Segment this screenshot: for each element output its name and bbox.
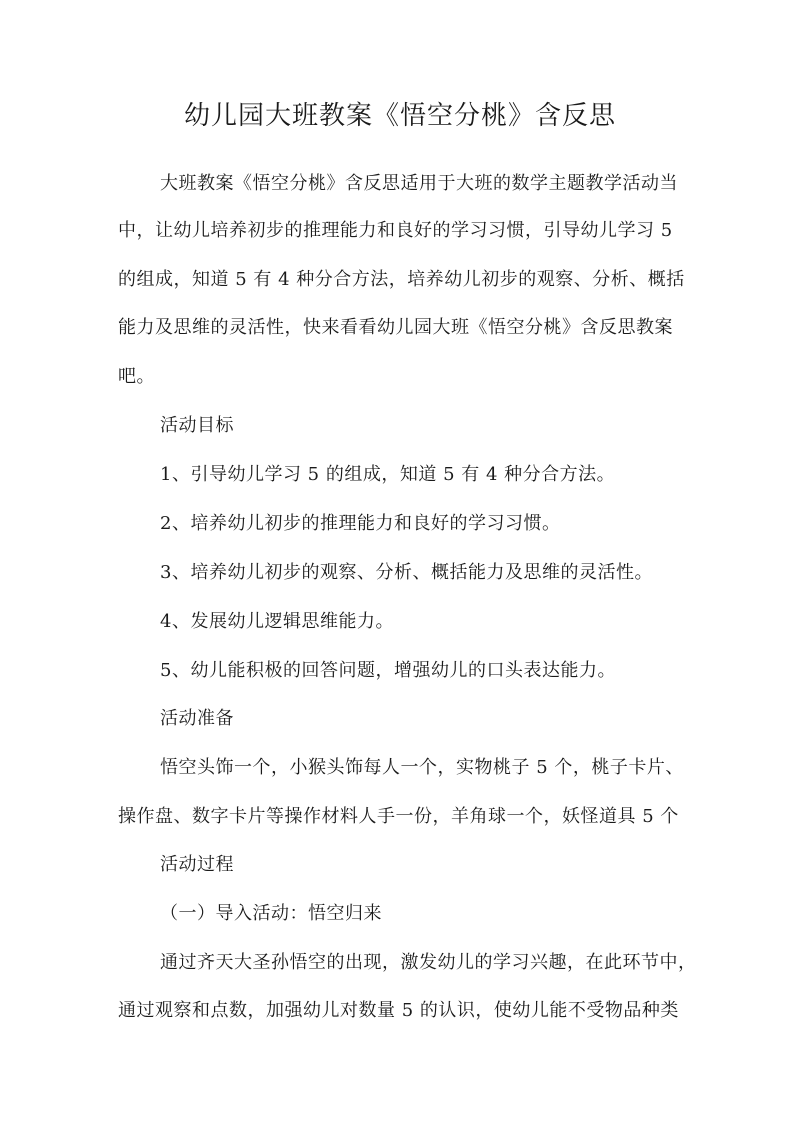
section1-line-1: 通过齐天大圣孙悟空的出现，激发幼儿的学习兴趣，在此环节中， <box>160 952 697 973</box>
prep-line-1: 悟空头饰一个，小猴头饰每人一个，实物桃子 5 个，桃子卡片、 <box>160 757 684 778</box>
goals-heading: 活动目标 <box>160 415 234 436</box>
section1-line-2: 通过观察和点数，加强幼儿对数量 5 的认识，使幼儿能不受物品种类 <box>118 1000 679 1021</box>
intro-line-3: 的组成，知道 5 有 4 种分合方法，培养幼儿初步的观察、分析、概括 <box>118 269 685 290</box>
goal-item-4: 4、发展幼儿逻辑思维能力。 <box>160 611 394 632</box>
prep-line-2: 操作盘、数字卡片等操作材料人手一份，羊角球一个，妖怪道具 5 个 <box>118 806 679 827</box>
section1-heading: （一）导入活动：悟空归来 <box>160 903 382 924</box>
goal-item-5: 5、幼儿能积极的回答问题，增强幼儿的口头表达能力。 <box>160 660 616 681</box>
goal-item-3: 3、培养幼儿初步的观察、分析、概括能力及思维的灵活性。 <box>160 562 653 583</box>
intro-line-4: 能力及思维的灵活性，快来看看幼儿园大班《悟空分桃》含反思教案 <box>118 317 673 338</box>
intro-line-2: 中，让幼儿培养初步的推理能力和良好的学习习惯，引导幼儿学习 5 <box>118 220 673 241</box>
document-title: 幼儿园大班教案《悟空分桃》含反思 <box>183 101 616 131</box>
intro-line-1: 大班教案《悟空分桃》含反思适用于大班的数学主题教学活动当 <box>160 173 678 194</box>
goal-item-2: 2、培养幼儿初步的推理能力和良好的学习习惯。 <box>160 513 561 534</box>
prep-heading: 活动准备 <box>160 708 234 729</box>
process-heading: 活动过程 <box>160 854 234 875</box>
goal-item-1: 1、引导幼儿学习 5 的组成，知道 5 有 4 种分合方法。 <box>160 464 616 485</box>
intro-line-5: 吧。 <box>118 366 155 387</box>
